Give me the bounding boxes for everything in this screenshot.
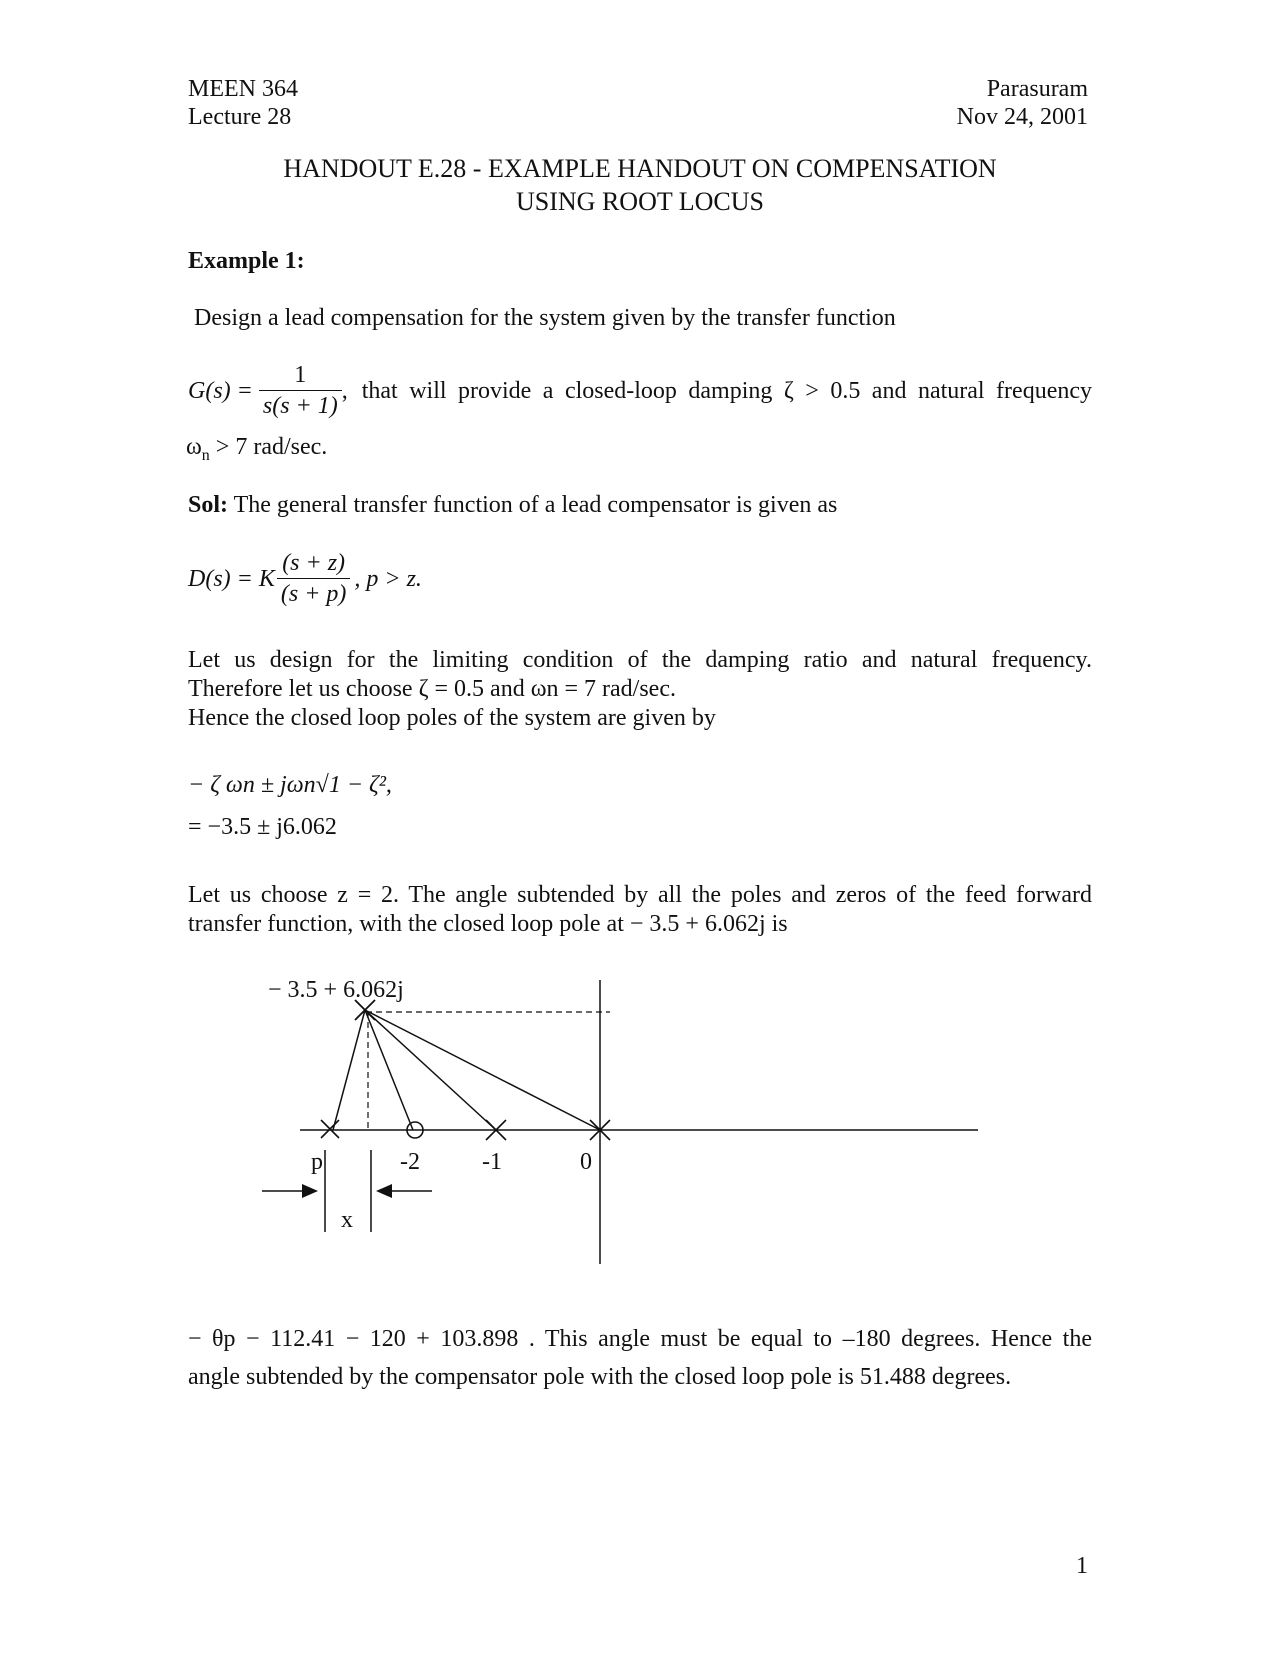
g-numerator: 1 bbox=[294, 362, 307, 388]
tick-label-zero: 0 bbox=[580, 1149, 592, 1175]
page-title-line2: USING ROOT LOCUS bbox=[516, 187, 764, 216]
d-denominator: (s + p) bbox=[277, 578, 351, 609]
g-description: that will provide a closed-loop damping ζ > 0.5 and natural frequency bbox=[361, 377, 1092, 404]
right-arrow bbox=[376, 1184, 432, 1198]
conclusion-line2: angle subtended by the compensator pole with the closed loop pole is 51.488 degrees. bbox=[188, 1364, 1012, 1390]
conclusion-line1: − θp − 112.41 − 120 + 103.898 . This angle must be equal to –180 degrees. Hence the bbox=[188, 1326, 1092, 1352]
line-to-compensator-pole bbox=[333, 1010, 365, 1130]
poles-expression: − ζ ωn ± jωn√1 − ζ², bbox=[188, 772, 392, 798]
lecture-number: Lecture 28 bbox=[188, 104, 292, 130]
para1-line1: Let us design for the limiting condition of the damping ratio and natural frequency. bbox=[188, 647, 1092, 673]
para2-line2: transfer function, with the closed loop pole at − 3.5 + 6.062j is bbox=[188, 911, 788, 937]
dimension-x-label: x bbox=[341, 1207, 353, 1233]
tick-label-minus-two: -2 bbox=[400, 1149, 420, 1175]
page-title-line1: HANDOUT E.28 - EXAMPLE HANDOUT ON COMPENSATION bbox=[283, 154, 997, 183]
g-lhs: G(s) = bbox=[188, 377, 253, 404]
para1-line3: Hence the closed loop poles of the system are given by bbox=[188, 705, 716, 731]
d-condition: , p > z. bbox=[354, 565, 422, 592]
example-intro: Design a lead compensation for the system given by the transfer function bbox=[194, 305, 896, 331]
omega-rest: > 7 rad/sec. bbox=[215, 434, 328, 460]
line-to-pole-origin bbox=[365, 1010, 600, 1130]
line-to-pole-minus-one bbox=[365, 1010, 496, 1130]
left-arrow bbox=[262, 1184, 318, 1198]
compensator-pole-marker bbox=[321, 1120, 339, 1138]
g-comma: , bbox=[341, 377, 348, 404]
poles-value: = −3.5 ± j6.062 bbox=[188, 814, 337, 840]
d-numerator: (s + z) bbox=[282, 550, 346, 576]
page-number: 1 bbox=[1076, 1553, 1088, 1579]
line-to-zero bbox=[365, 1010, 413, 1130]
handout-date: Nov 24, 2001 bbox=[956, 104, 1088, 130]
example-heading: Example 1: bbox=[188, 248, 305, 274]
tick-label-minus-one: -1 bbox=[482, 1149, 502, 1175]
closed-loop-pole-label: − 3.5 + 6.062j bbox=[268, 977, 404, 1003]
solution-text: The general transfer function of a lead compensator is given as bbox=[233, 492, 838, 518]
d-lhs: D(s) = K bbox=[188, 565, 275, 592]
tick-label-p: p bbox=[311, 1149, 323, 1175]
para2-line1: Let us choose z = 2. The angle subtended by all the poles and zeros of the feed forward bbox=[188, 882, 1092, 908]
g-denominator: s(s + 1) bbox=[259, 390, 342, 421]
solution-label: Sol: bbox=[188, 492, 229, 518]
para1-line2: Therefore let us choose ζ = 0.5 and ωn = 7 rad/sec. bbox=[188, 676, 676, 702]
omega-subscript: n bbox=[201, 446, 210, 464]
author-name: Parasuram bbox=[986, 76, 1088, 102]
course-code: MEEN 364 bbox=[188, 76, 298, 102]
omega-symbol: ω bbox=[186, 434, 202, 460]
